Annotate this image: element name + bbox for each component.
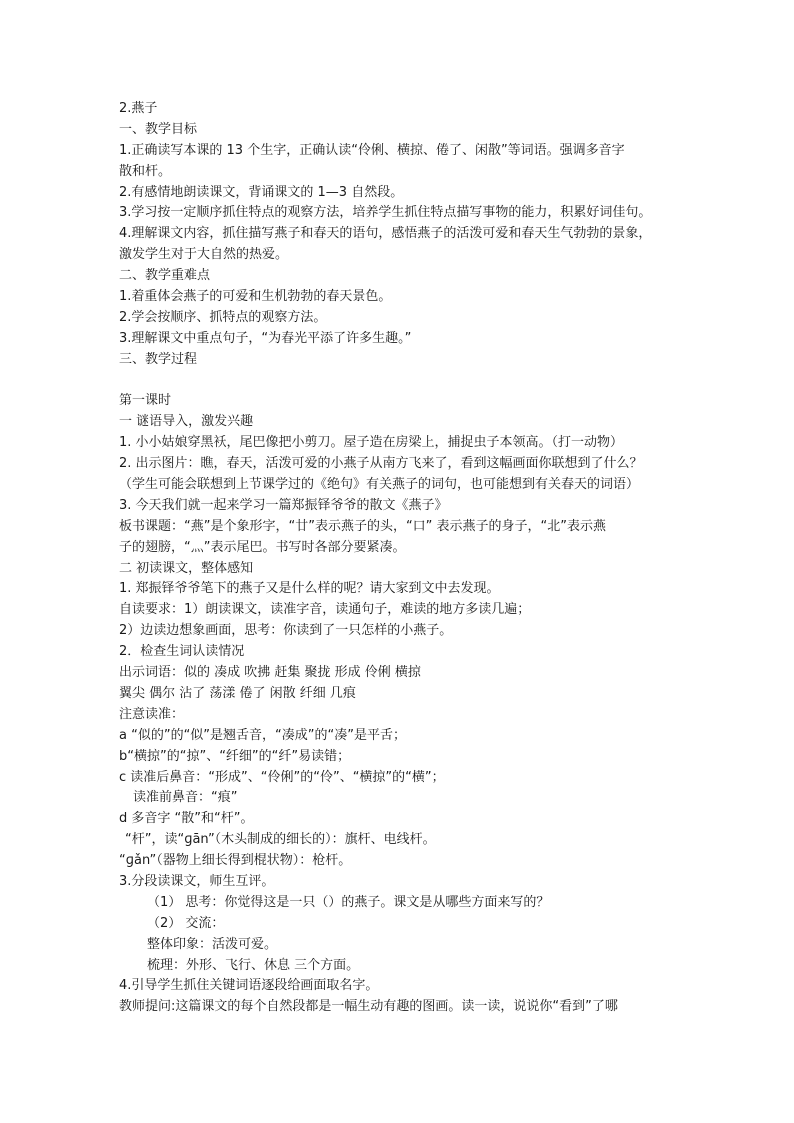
section-heading-objectives: 一、教学目标	[119, 121, 198, 137]
lesson-title: 第一课时	[119, 393, 172, 409]
exchange-heading: （2） 交流：	[147, 915, 225, 931]
pronunciation-heading: 注意读准：	[119, 706, 185, 722]
reading-line-2: 自读要求：1）朗读课文，读准字音，读通句子，难读的地方多读几遍；	[119, 602, 531, 618]
intro-line-2: 2. 出示图片：瞧，春天，活泼可爱的小燕子从南方飞来了，看到这幅画面你联想到了什么？	[119, 456, 643, 472]
reading-line-3: 2）边读边想象画面，思考：你读到了一只怎样的小燕子。	[119, 623, 453, 639]
vocab-line-2: 翼尖 偶尔 沾了 荡漾 倦了 闲散 纤细 几痕	[119, 685, 356, 701]
objective-4-cont: 激发学生对于大自然的热爱。	[119, 247, 289, 263]
intro-line-4-cont: 子的翅膀，“灬”表示尾巴。书写时各部分要紧凑。	[119, 539, 406, 555]
reading-line-4: 2．检查生词认读情况	[119, 644, 245, 660]
pronunciation-a: a “似的”的“似”是翘舌音，“凑成”的“凑”是平舌；	[119, 727, 406, 743]
pinyin-gan1: “杆”，读“ɡān”（木头制成的细长的）：旗杆、电线杆。	[125, 832, 436, 848]
outline-aspects: 梳理：外形、飞行、休息 三个方面。	[147, 957, 360, 973]
objective-1-cont: 散和杆。	[119, 163, 172, 179]
objective-3: 3.学习按一定顺序抓住特点的观察方法，培养学生抓住特点描写事物的能力，积累好词佳句。	[119, 205, 652, 221]
document-page	[119, 99, 685, 1018]
key-point-1: 1.着重体会燕子的可爱和生机勃勃的春天景色。	[119, 289, 392, 305]
guide-naming: 4.引导学生抓住关键词语逐段给画面取名字。	[119, 978, 379, 994]
intro-line-2-cont: （学生可能会联想到上节课学过的《绝句》有关燕子的词句，也可能想到有关春天的词语）	[119, 477, 640, 493]
pinyin-gan3: “ɡǎn”（器物上细长得到棍状物）：枪杆。	[119, 853, 352, 869]
section-heading-key-points: 二、教学重难点	[119, 268, 211, 284]
pronunciation-c-cont: 读准前鼻音：“痕”	[133, 790, 238, 806]
objective-2: 2.有感情地朗读课文，背诵课文的 1—3 自然段。	[119, 184, 404, 200]
overall-impression: 整体印象：活泼可爱。	[147, 936, 278, 952]
teacher-question: 教师提问:这篇课文的每个自然段都是一幅生动有趣的图画。读一读，说说你“看到”了哪	[119, 999, 618, 1015]
key-point-3: 3.理解课文中重点句子，“为春光平添了许多生趣。”	[119, 330, 412, 346]
pronunciation-c: c 读准后鼻音：“形成”、“伶俐”的“伶”、“横掠”的“横”；	[119, 769, 445, 785]
objective-1: 1.正确读写本课的 13 个生字，正确认读“伶俐、横掠、倦了、闲散”等词语。强调多音字	[119, 142, 625, 158]
intro-line-3: 3. 今天我们就一起来学习一篇郑振铎爷爷的散文《燕子》	[119, 497, 448, 513]
blank-line	[119, 371, 685, 392]
pronunciation-d: d 多音字 “散”和“杆”。	[119, 811, 254, 827]
pronunciation-b: b“横掠”的“掠”、“纤细”的“纤”易读错；	[119, 748, 351, 764]
key-point-2: 2.学会按顺序、抓特点的观察方法。	[119, 309, 327, 325]
part-heading-first-reading: 二 初读课文，整体感知	[119, 560, 254, 576]
think-question: （1） 思考：你觉得这是一只（）的燕子。课文是从哪些方面来写的？	[147, 894, 550, 910]
section-heading-process: 三、教学过程	[119, 351, 198, 367]
reading-line-segmented: 3.分段读课文，师生互评。	[119, 873, 275, 889]
part-heading-intro: 一 谜语导入，激发兴趣	[119, 414, 254, 430]
objective-4: 4.理解课文内容，抓住描写燕子和春天的语句，感悟燕子的活泼可爱和春天生气勃勃的景象，	[119, 226, 652, 242]
vocab-line-1: 出示词语：似的 凑成 吹拂 赶集 聚拢 形成 伶俐 横掠	[119, 665, 421, 681]
document-title: 2.燕子	[119, 101, 158, 116]
intro-line-4: 板书课题：“燕”是个象形字，“廿”表示燕子的头，“口” 表示燕子的身子，“北”表示燕	[119, 518, 607, 534]
intro-line-1: 1. 小小姑娘穿黑袄，尾巴像把小剪刀。屋子造在房梁上，捕捉虫子本领高。（打一动物）	[119, 435, 624, 451]
reading-line-1: 1. 郑振铎爷爷笔下的燕子又是什么样的呢？请大家到文中去发现。	[119, 581, 500, 597]
